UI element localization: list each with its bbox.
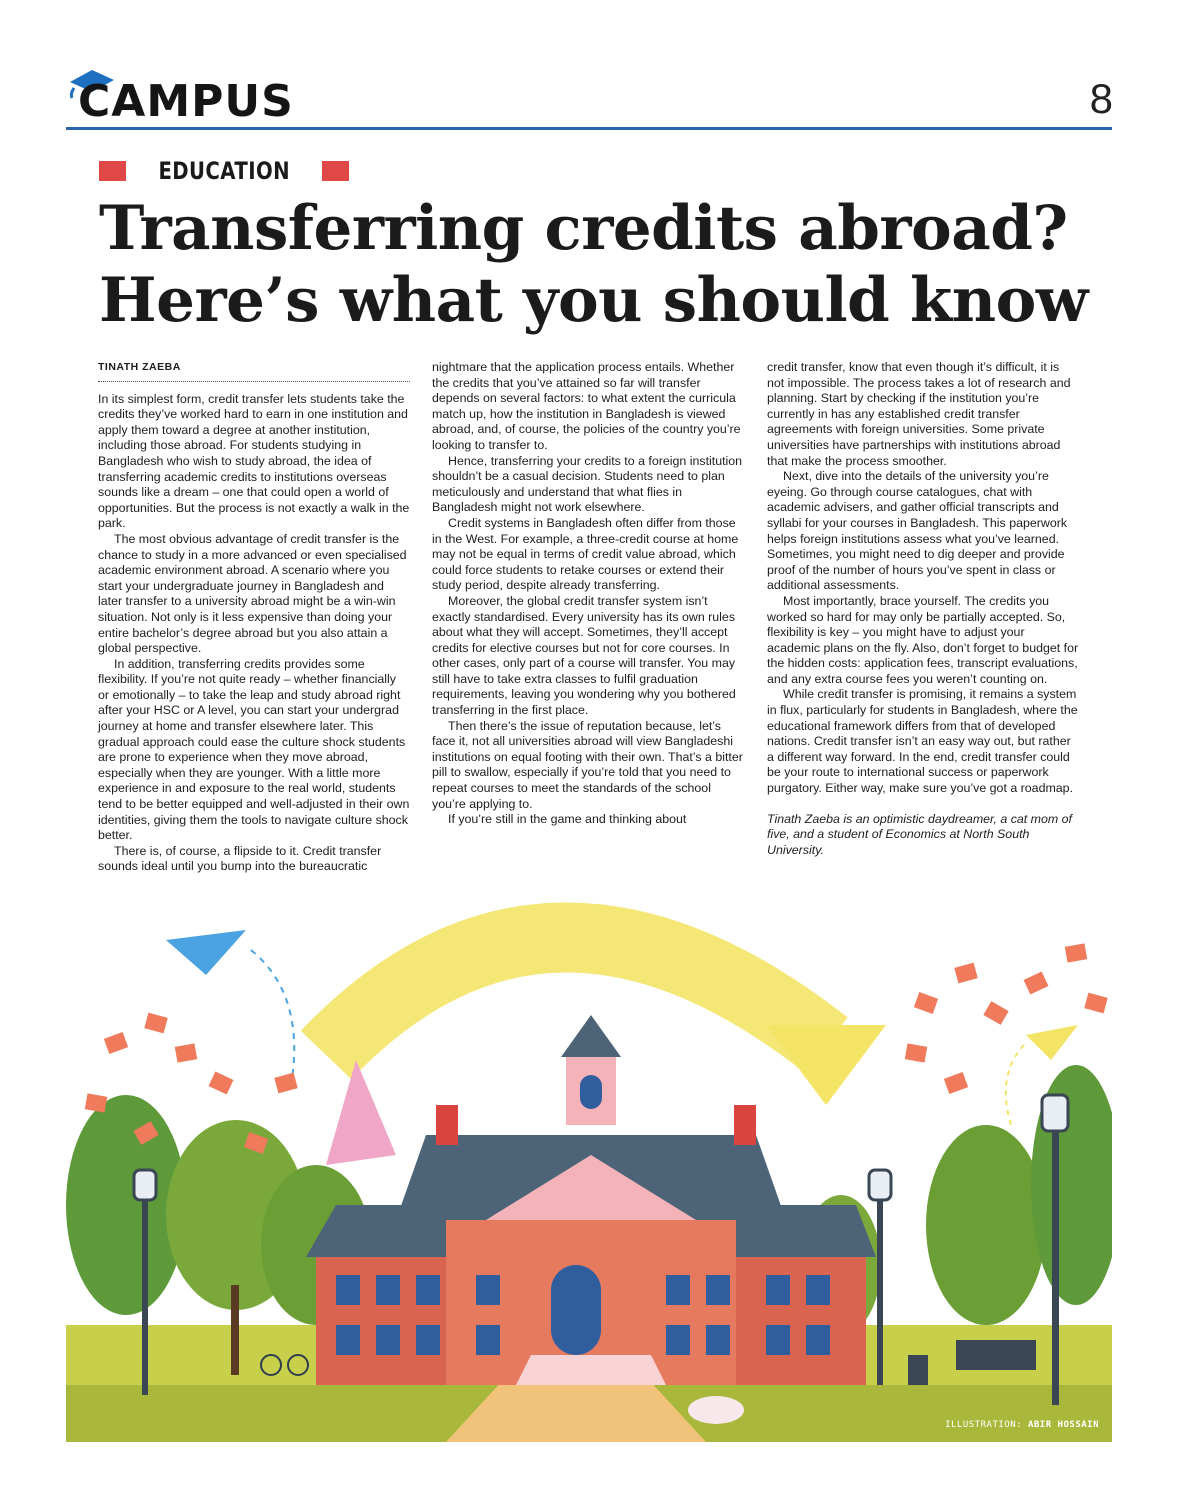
author-bio: Tinath Zaeba is an optimistic daydreamer, a cat mom of five, and a student of Economics at North South University. [767,811,1072,857]
tag-square-left [99,161,126,181]
article-column-1 [98,360,410,875]
lamp-post [1052,1115,1059,1405]
lamp [869,1170,891,1200]
headline-line-1: Transferring credits abroad? [99,193,1068,264]
byline: TINATH ZAEBA [98,361,181,373]
front-steps [516,1355,666,1385]
plane-trail [251,950,294,1085]
chimney [436,1105,458,1145]
plane-trail [1006,1045,1024,1125]
byline-divider [98,380,410,382]
masthead-rule [66,127,1112,130]
paragraph: Moreover, the global credit transfer system isn’t exactly standardised. Every university has its own rules about what they will accept. Sometimes, they’ll accept credits for elective courses but not for core courses. In other cases, only part of a course will transfer. You may still have to take extra classes to fulfil graduation requirements, leaving you wondering why you bothered transferring in the first place. [432,593,736,718]
lamp-post [877,1185,883,1385]
tag-square-right [322,161,349,181]
lamp [1042,1095,1068,1131]
lamp-post [142,1185,148,1395]
paragraph: While credit transfer is promising, it remains a system in flux, particularly for students in Bangladesh, where the educational framework differs from that of developed nations. Credit transfer isn’t an easy way out, but rather a different way forward. In the end, credit transfer could be your route to international success or paperwork purgatory. Either way, make sure you’ve got a roadmap. [767,687,1078,796]
section-tag [99,157,349,185]
paragraph: Most importantly, brace yourself. The credits you worked so hard for may only be partially accepted. So, flexibility is key – you might have to adjust your academic plans on the fly. Also, don’t forget to budget for the hidden costs: application fees, transcript evaluations, and any extra course fees you weren’t counting on. [767,593,1079,686]
paper-plane-icon [1026,1025,1078,1060]
paragraph: Credit systems in Bangladesh often differ from those in the West. For example, a three-credit course at home may not be equal in terms of credit value abroad, which could force students to retake courses or extend their study period, despite already transferring. [432,515,739,593]
main-door [551,1265,601,1355]
cupola-window [580,1075,602,1109]
trash-bin [908,1355,928,1385]
illustration-credit [945,1420,1099,1430]
paragraph: In its simplest form, credit transfer lets students take the credits they’ve worked hard to earn in one institution and apply them toward a degree at another institution, including those abroad. For students studying in Bangladesh who wish to study abroad, the idea of transferring academic credits to institutions overseas sounds like a dream – one that could open a world of opportunities. But the process is not exactly a walk in the park. [98,391,410,531]
paragraph: Next, dive into the details of the university you’re eyeing. Go through course catalogues, chat with academic advisers, and gather official transcripts and syllabi for your courses in Bangladesh. This paperwork helps foreign institutions assess what you’ve learned. Sometimes, you might need to dig deeper and provide proof of the number of hours you’ve spent in class or additional assessments. [767,469,1068,593]
article-column-2 [432,360,744,828]
paragraph: nightmare that the application process entails. Whether the credits that you’ve attained so far will transfer depends on several factors: to what extent the curricula match up, how the institution in Bangladesh is viewed abroad, and, of course, the policies of the country you’re looking to transfer to. [432,360,741,452]
paper-plane-icon [166,930,246,975]
headline-line-2: Here’s what you should know [99,265,1088,336]
credit-label: ILLUSTRATION: [945,1420,1023,1430]
paragraph: If you’re still in the game and thinking about [448,812,687,827]
tree-trunk [231,1285,239,1375]
paragraph: In addition, transferring credits provides some flexibility. If you’re not quite ready – whether financially or emotionally – to take the leap and study abroad right after your HSC or A level, you can start your undergrad journey at home and transfer elsewhere later. This gradual approach could ease the culture shock students are prone to experience when they move abroad, especially when they are younger. With a little more experience in and exposure to the real world, students tend to be better equipped and well-adjusted in their own identities, giving them the tools to navigate culture shock better. [98,656,410,843]
tree [926,1125,1046,1325]
logo-wordmark: CAMPUS [78,76,294,127]
bench [956,1340,1036,1370]
university-illustration [66,885,1112,1442]
chimney [734,1105,756,1145]
paragraph: The most obvious advantage of credit transfer is the chance to study in a more advanced or even specialised academic environment abroad. A scenario where you start your undergraduate journey in Bangladesh and later transfer to a university abroad might be a win-win situation. Not only is it less expensive than doing your entire bachelor’s degree abroad but you also attain a global perspective. [98,531,407,656]
article-column-3 [767,360,1079,858]
flower-pot [688,1396,744,1424]
credit-name: ABIR HOSSAIN [1027,1420,1099,1430]
paragraph: credit transfer, know that even though it’s difficult, it is not impossible. The process takes a lot of research and planning. Start by checking if the institution you’re currently in has any established credit transfer agreements with foreign universities. Some private universities have partnerships with institutions abroad that make the process smoother. [767,360,1071,468]
paragraph: There is, of course, a flipside to it. Credit transfer sounds ideal until you bump into the bureaucratic [98,843,382,874]
cupola-dome [561,1015,621,1057]
page-number: 8 [1089,75,1113,122]
section-label: EDUCATION [158,157,290,185]
paragraph: Hence, transferring your credits to a foreign institution shouldn’t be a casual decision. Students need to plan meticulously and understand that what flies in Bangladesh might not work elsewhere. [432,453,743,515]
yellow-arrowhead [766,1025,886,1105]
campus-logo [66,62,326,126]
headline [99,193,1099,337]
pink-arrowhead [326,1060,396,1165]
lamp [134,1170,156,1200]
paragraph: Then there’s the issue of reputation because, let’s face it, not all universities abroad will view Bangladeshi institutions on equal footing with their own. That’s a bitter pill to swallow, especially if you’re told that you need to repeat courses to meet the standards of the school you’re applying to. [432,718,743,811]
